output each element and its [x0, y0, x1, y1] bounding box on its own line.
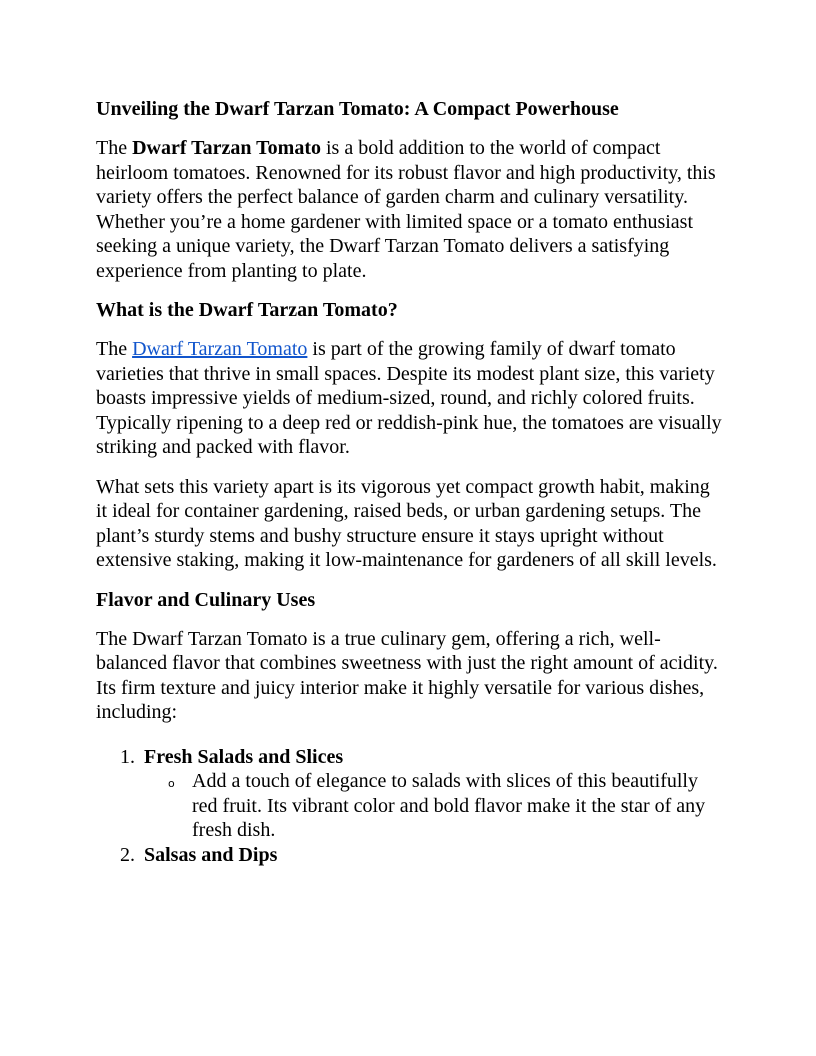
heading-what-is: What is the Dwarf Tarzan Tomato?	[96, 299, 398, 321]
flavor-paragraph: The Dwarf Tarzan Tomato is a true culinary gem, offering a rich, well-balanced flavor that combines sweetness with just the right amount of acidity. Its firm texture and juicy interior make it highly versatile for various dishes, including:	[96, 627, 718, 723]
list-item	[96, 745, 722, 843]
circle-bullet-icon: o	[168, 777, 175, 790]
list-number: 2.	[120, 843, 135, 866]
intro-lead: The	[96, 137, 133, 159]
list-item-title: Salsas and Dips	[144, 843, 278, 866]
intro-bold-name: Dwarf Tarzan Tomato	[132, 137, 321, 159]
what-lead: The	[96, 338, 133, 360]
sub-list-item	[144, 769, 722, 843]
what-rest: is part of the growing family of dwarf tomato varieties that thrive in small spaces. Despite its modest plant size, this variety boasts impressive yields of medium-sized, round, and richly colored fruits. Typically ripening to a deep red or reddish-pink hue, the tomatoes are visually striking and packed with flavor.	[96, 338, 722, 458]
sub-list-text: Add a touch of elegance to salads with slices of this beautifully red fruit. Its vibrant color and bold flavor make it the star of any fresh dish.	[192, 770, 706, 841]
intro-paragraph	[96, 136, 722, 283]
heading-flavor: Flavor and Culinary Uses	[96, 588, 316, 611]
intro-rest: is a bold addition to the world of compact heirloom tomatoes. Renowned for its robust flavor and high productivity, this variety offers the perfect balance of garden charm and culinary versatility. Whether you’re a home gardener with limited space or a tomato enthusiast seeking a unique variety, the Dwarf Tarzan Tomato delivers a satisfying experience from planting to plate.	[96, 137, 716, 282]
sub-list	[144, 769, 722, 843]
list-item	[96, 843, 722, 868]
list-item-title: Fresh Salads and Slices	[144, 745, 344, 768]
list-number: 1.	[120, 745, 135, 768]
dwarf-tarzan-link[interactable]: Dwarf Tarzan Tomato	[132, 338, 308, 360]
document-title: Unveiling the Dwarf Tarzan Tomato: A Compact Powerhouse	[96, 98, 619, 120]
what-paragraph-2: What sets this variety apart is its vigorous yet compact growth habit, making it ideal for container gardening, raised beds, or urban gardening setups. The plant’s sturdy stems and bushy structure ensure it stays upright without extensive staking, making it low-maintenance for gardeners of all skill levels.	[96, 475, 717, 571]
what-paragraph-1	[96, 337, 722, 460]
document-page	[96, 97, 722, 867]
culinary-uses-list	[96, 745, 722, 868]
